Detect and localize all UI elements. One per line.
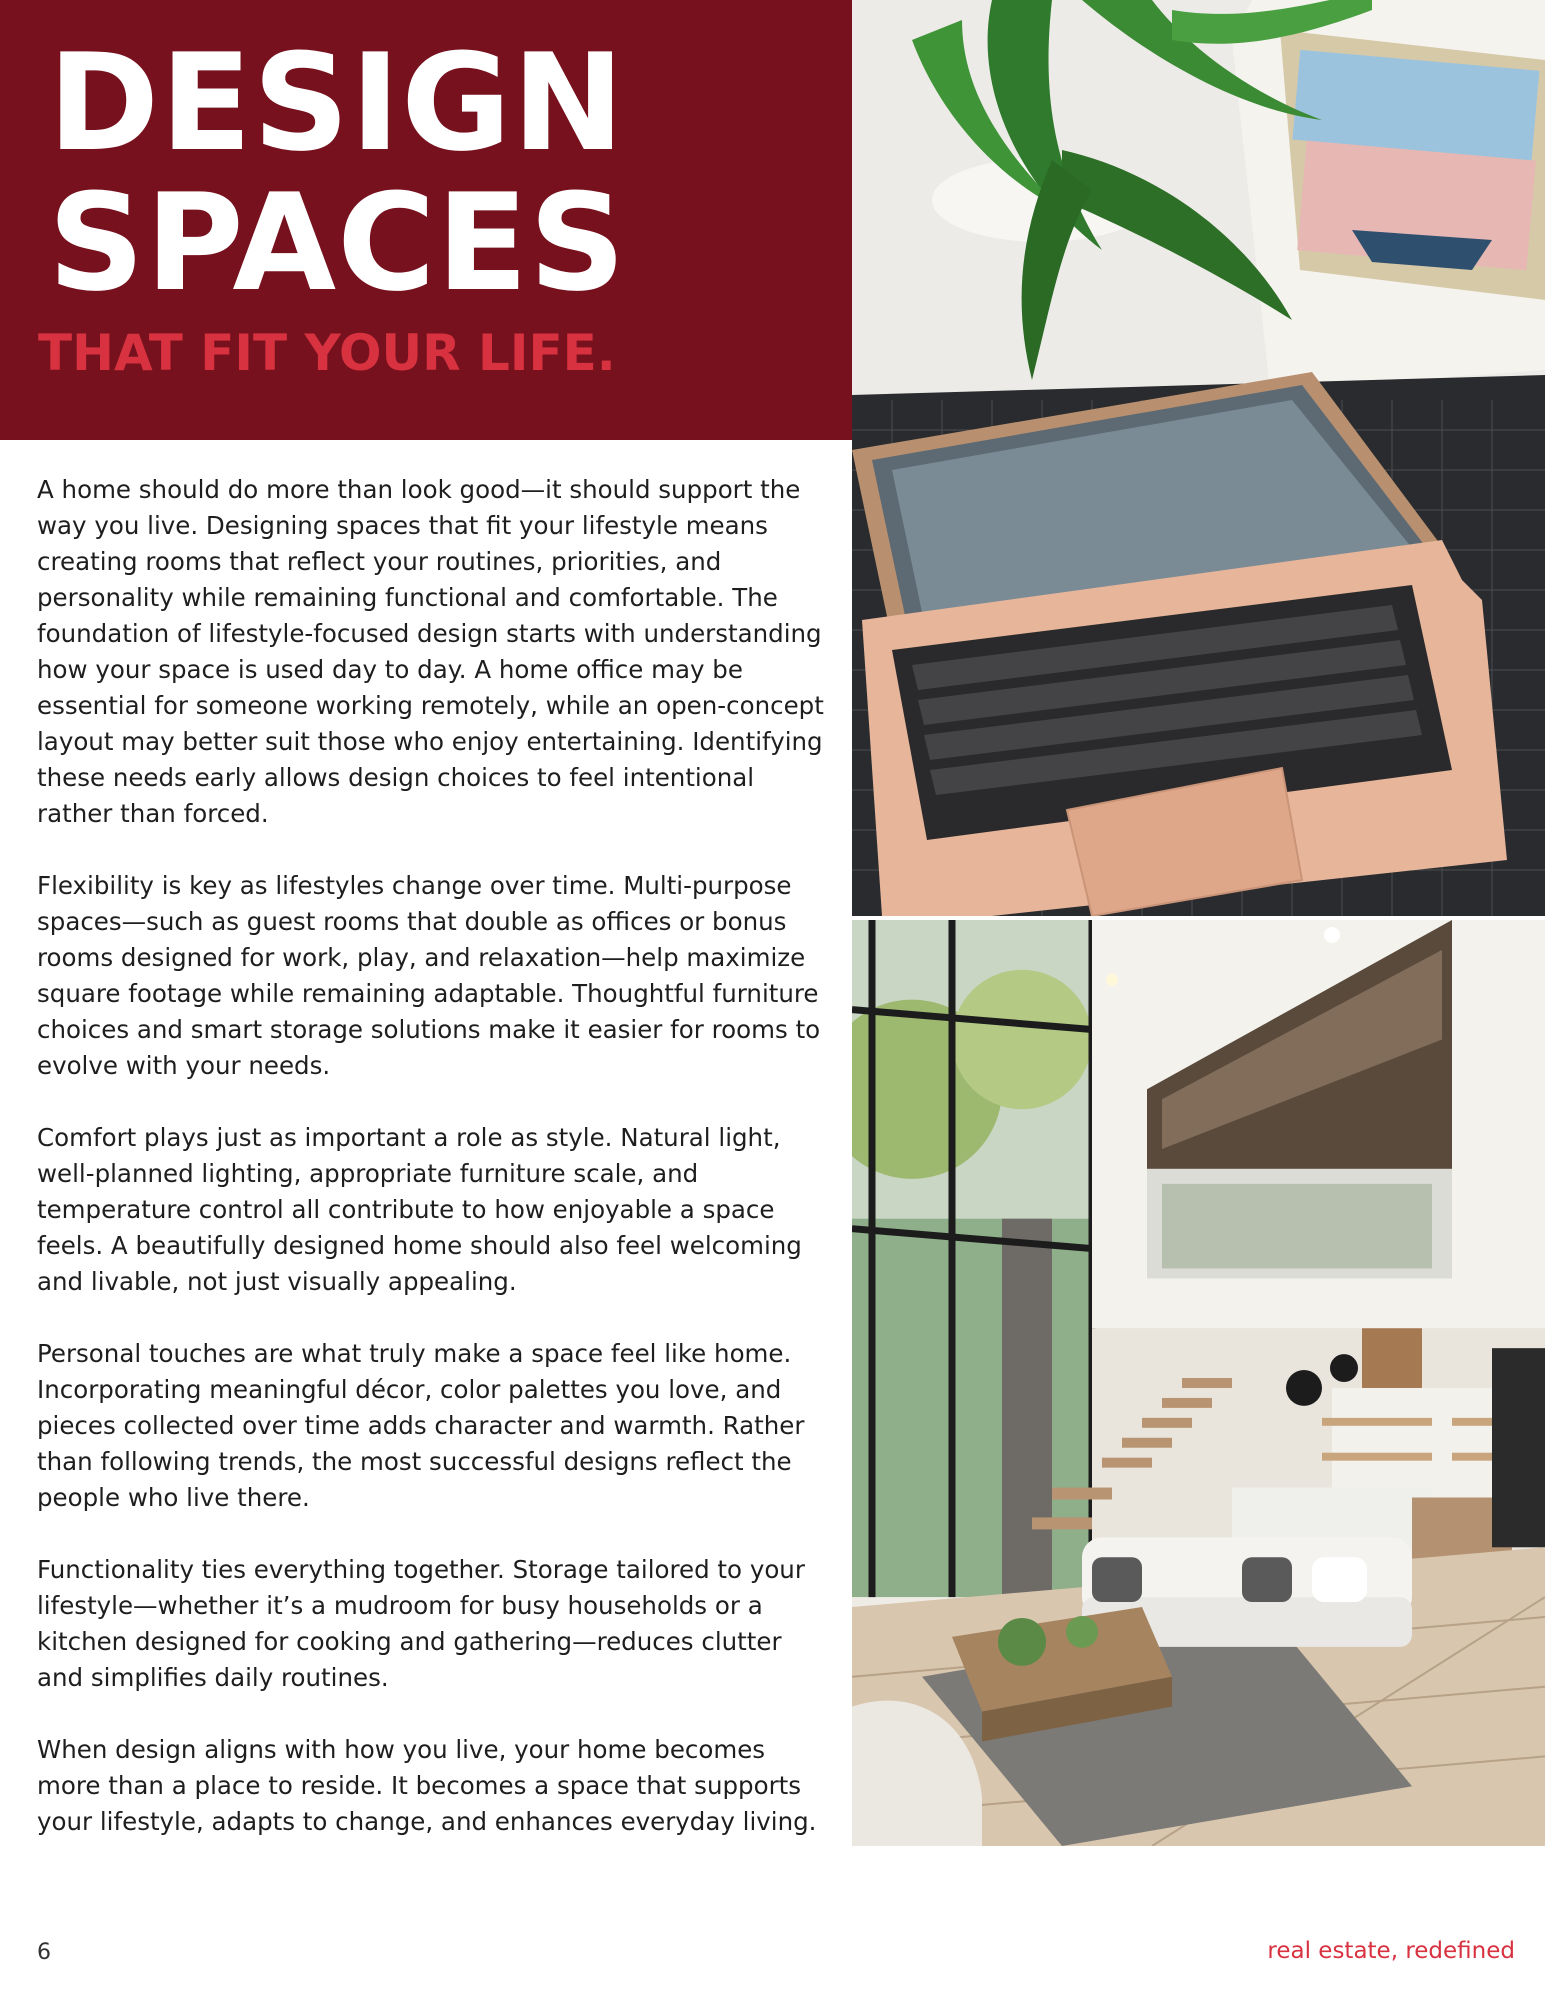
page-number: 6 [37,1940,51,1965]
article-body [37,472,827,1876]
laptop-on-desk-photo [852,0,1545,916]
article-paragraph: When design aligns with how you live, your home becomes more than a place to reside. It becomes a space that supports your lifestyle, adapts to change, and enhances everyday living. [37,1735,817,1836]
article-paragraph: Functionality ties everything together. Storage tailored to your lifestyle—whether it’s a mudroom for busy households or a kitchen designed for cooking and gathering—reduces clutter and simplifies daily routines. [37,1555,805,1692]
page-title-line-2: SPACES [48,165,627,321]
footer-tagline: real estate, redefined [1267,1938,1515,1964]
article-paragraph: A home should do more than look good—it should support the way you live. Designing spaces that fit your lifestyle means creating rooms that reflect your routines, priorities, and personality while remaining functional and comfortable. The foundation of lifestyle-focused design starts with understanding how your space is used day to day. A home office may be essential for someone working remotely, while an open-concept layout may better suit those who enjoy entertaining. Identifying these needs early allows design choices to feel intentional rather than forced. [37,475,824,828]
living-room-interior-photo [852,916,1545,1846]
page-subtitle: THAT FIT YOUR LIFE. [38,324,616,382]
article-paragraph: Comfort plays just as important a role as style. Natural light, well-planned lighting, appropriate furniture scale, and temperature control all contribute to how enjoyable a space feels. A beautifully designed home should also feel welcoming and livable, not just visually appealing. [37,1123,802,1296]
page-title-line-1: DESIGN [48,25,626,181]
header-banner [0,0,852,440]
article-paragraph: Personal touches are what truly make a space feel like home. Incorporating meaningful décor, color palettes you love, and pieces collected over time adds character and warmth. Rather than following trends, the most successful designs reflect the people who live there. [37,1339,805,1512]
article-paragraph: Flexibility is key as lifestyles change over time. Multi-purpose spaces—such as guest rooms that double as offices or bonus rooms designed for work, play, and relaxation—help maximize square footage while remaining adaptable. Thoughtful furniture choices and smart storage solutions make it easier for rooms to evolve with your needs. [37,871,821,1080]
